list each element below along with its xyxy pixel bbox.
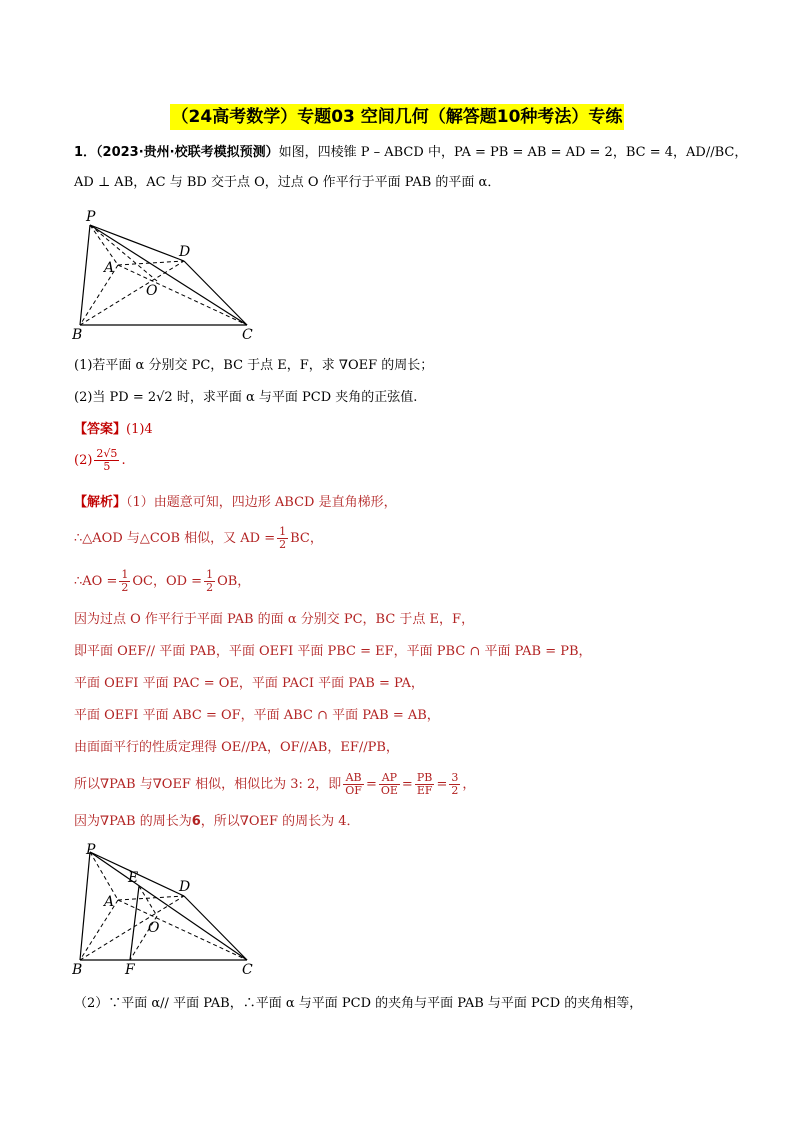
analysis-label: 【解析】 (74, 495, 127, 510)
answer-2-fraction (94, 448, 119, 473)
edge-PB (80, 225, 90, 325)
analysis-line-11: （2）∵平面 α// 平面 PAB，∴平面 α 与平面 PCD 的夹角与平面 PAB 与平面 PCD 的夹角相等， (74, 996, 643, 1011)
label-P: P (86, 842, 96, 858)
analysis-step-10b: ，所以∇OEF 的周长为 4． (200, 814, 360, 829)
analysis-step-1: （1）由题意可知，四边形 ABCD 是直角梯形， (126, 495, 397, 510)
fraction-den: OF (345, 784, 362, 797)
label-O: O (148, 920, 160, 936)
edge-DC (184, 896, 247, 960)
answer-label: 【答案】 (74, 422, 127, 437)
edge-PO (90, 225, 157, 281)
analysis-line-8: 由面面平行的性质定理得 OE//PA，OF//AB，EF//PB， (74, 740, 399, 755)
ratio-fraction-2 (379, 772, 400, 797)
ratio-fraction-3 (415, 772, 435, 797)
problem-source: （2023·贵州·校联考模拟预测） (96, 145, 279, 160)
analysis-step-3c: OB， (217, 574, 251, 589)
answer-2-denominator: 5 (103, 460, 111, 473)
answer-2-numerator: 2√5 (96, 447, 118, 460)
problem-number: 1． (74, 145, 97, 160)
fraction-den: OE (380, 784, 398, 797)
fraction-den: EF (416, 784, 433, 797)
edge-AC (118, 265, 247, 325)
answer-2-suffix: . (121, 453, 126, 468)
label-O: O (146, 283, 158, 299)
analysis-line-1 (74, 493, 397, 513)
fraction-den: 2 (121, 581, 129, 594)
analysis-line-10 (74, 812, 360, 832)
page-title: （24高考数学）专题03 空间几何（解答题10种考法）专练 (170, 104, 625, 130)
fraction-num: 1 (279, 525, 287, 538)
answer-1: (1)4 (126, 422, 153, 437)
label-P: P (86, 209, 96, 225)
analysis-line-2 (74, 526, 323, 551)
answer-line-2 (74, 448, 126, 473)
fraction-half-3 (204, 569, 215, 594)
fraction-num: 3 (451, 771, 459, 784)
problem-text-1: 如图，四棱锥 P – ABCD 中，PA = PB = AB = AD = 2，BC = 4，AD//BC， (278, 145, 748, 160)
perimeter-value: 6 (191, 814, 201, 829)
analysis-line-9: 所以∇PAB 与∇OEF 相似，相似比为 3: 2，即 $\frac{AB}{OF}$ = $\frac{AP}{OE}$ = $\frac{PB}{EF}$ = $\frac{3}{2}$ ， (74, 771, 476, 797)
problem-line-2: AD ⊥ AB，AC 与 BD 交于点 O，过点 O 作平行于平面 PAB 的平面 α． (74, 175, 501, 190)
label-D: D (179, 244, 191, 260)
analysis-step-2a: ∴△AOD 与△COB 相似，又 AD = (74, 531, 276, 546)
analysis-step-9a: 所以∇PAB 与∇OEF 相似，相似比为 3: 2，即 (74, 777, 342, 792)
edge-BD (80, 261, 184, 325)
fraction-num: AP (379, 772, 400, 785)
fraction-num: 1 (121, 568, 129, 581)
title-container (0, 104, 794, 130)
label-D: D (179, 879, 191, 895)
analysis-step-3a: ∴AO = (74, 574, 118, 589)
ratio-fraction-1 (343, 772, 364, 797)
fraction-den: 2 (451, 784, 459, 797)
fraction-num: AB (343, 772, 364, 785)
answer-2-prefix: (2) (74, 453, 93, 468)
label-A: A (104, 894, 115, 910)
fraction-den: 2 (279, 538, 287, 551)
analysis-step-9b: ， (462, 777, 476, 792)
analysis-step-10a: 因为∇PAB 的周长为 (74, 814, 192, 829)
label-B: B (72, 962, 83, 978)
edge-EF (130, 886, 139, 960)
analysis-line-7: 平面 OEFI 平面 ABC = OF，平面 ABC ∩ 平面 PAB = AB， (74, 708, 440, 723)
analysis-line-6: 平面 OEFI 平面 PAC = OE，平面 PACI 平面 PAB = PA， (74, 676, 424, 691)
analysis-line-5: 即平面 OEF// 平面 PAB，平面 OEFI 平面 PBC = EF，平面 PBC ∩ 平面 PAB = PB， (74, 644, 592, 659)
label-C: C (242, 327, 253, 343)
edge-DC (184, 261, 247, 325)
analysis-line-4: 因为过点 O 作平行于平面 PAB 的面 α 分别交 PC，BC 于点 E，F， (74, 612, 475, 627)
label-E: E (128, 870, 139, 886)
problem-line-1 (74, 143, 747, 163)
figure-1 (72, 205, 272, 345)
fraction-half-2 (119, 569, 130, 594)
figure-2 (72, 840, 272, 980)
question-1: (1)若平面 α 分别交 PC，BC 于点 E，F，求 ∇OEF 的周长； (74, 358, 434, 373)
question-2: (2)当 PD = 2√2 时，求平面 α 与平面 PCD 夹角的正弦值. (74, 390, 418, 405)
edge-OE (139, 886, 157, 916)
analysis-line-3 (74, 569, 250, 594)
label-B: B (72, 327, 83, 343)
edge-PB (80, 852, 90, 960)
label-A: A (104, 260, 115, 276)
label-C: C (242, 962, 253, 978)
edge-AC (118, 900, 247, 960)
analysis-step-3b: OC，OD = (132, 574, 203, 589)
ratio-fraction-4 (449, 772, 460, 797)
fraction-half-1 (277, 526, 288, 551)
fraction-num: 1 (206, 568, 214, 581)
fraction-num: PB (415, 772, 435, 785)
analysis-step-2b: BC， (290, 531, 323, 546)
edge-AD (118, 896, 184, 900)
label-F: F (125, 962, 135, 978)
fraction-den: 2 (206, 581, 214, 594)
answer-line-1 (74, 420, 153, 440)
